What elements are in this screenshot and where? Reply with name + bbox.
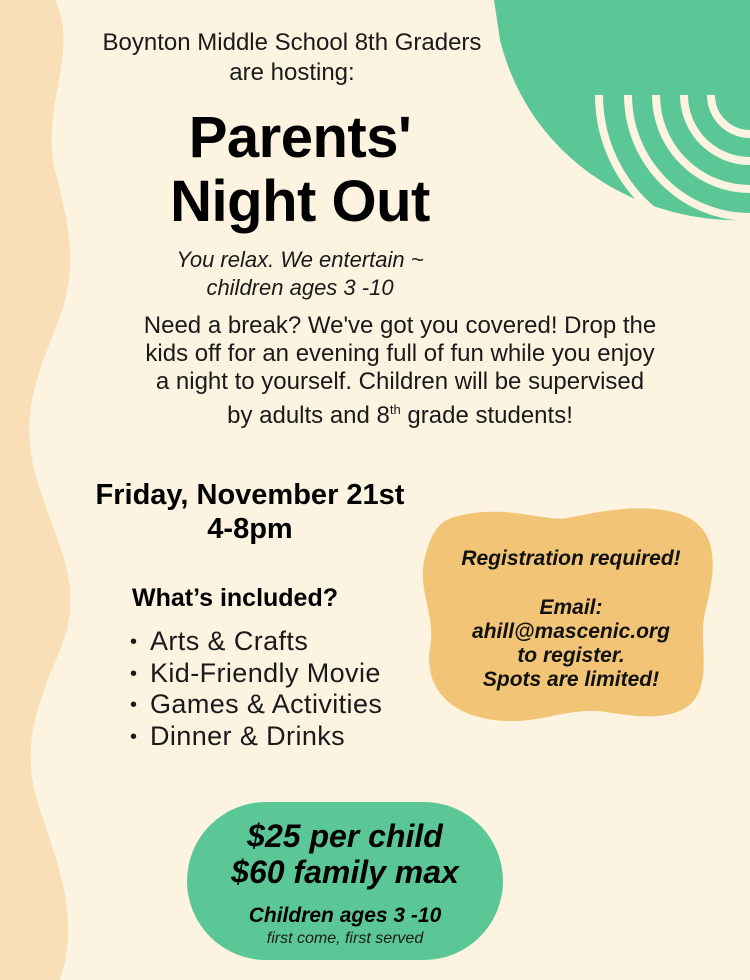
included-list <box>130 626 382 752</box>
list-item-label: Kid-Friendly Movie <box>150 657 381 688</box>
pricing-ages: Children ages 3 -10 <box>248 904 442 927</box>
pricing-text <box>187 818 503 890</box>
list-item <box>130 658 382 690</box>
list-item <box>130 626 382 658</box>
tagline-line-2: children ages 3 -10 <box>206 275 394 300</box>
included-heading: What’s included? <box>131 584 339 612</box>
list-item <box>130 721 382 753</box>
price-family-max: $60 family max <box>231 854 459 890</box>
registration-limit: Spots are limited! <box>482 668 660 691</box>
bullet-icon: • <box>130 694 138 716</box>
title-line-2: Night Out <box>170 169 430 234</box>
bullet-icon: • <box>130 662 138 685</box>
pricing-note: first come, first served <box>266 930 424 947</box>
description-line-2: kids off for an evening full of fun while you enjoy <box>145 340 655 367</box>
list-item-label: Arts & Crafts <box>150 626 309 656</box>
event-title <box>110 106 490 234</box>
list-item <box>130 689 382 721</box>
registration-email-label: Email: <box>539 596 603 619</box>
description <box>110 312 690 430</box>
host-text <box>60 28 524 88</box>
tagline <box>120 246 480 302</box>
registration-instruction: to register. <box>517 644 625 667</box>
ordinal-suffix: th <box>389 402 401 417</box>
bullet-icon: • <box>130 725 138 748</box>
description-line-4 <box>110 396 690 430</box>
list-item-label: Games & Activities <box>150 689 383 719</box>
event-date: Friday, November 21st <box>95 479 405 511</box>
registration-required: Registration required! <box>461 547 681 570</box>
host-line-2: are hosting: <box>229 59 355 86</box>
registration-details <box>436 596 706 692</box>
host-line-1: Boynton Middle School 8th Graders <box>102 29 482 56</box>
registration-email[interactable]: ahill@mascenic.org <box>472 620 670 643</box>
description-line-4-post: grade students! <box>400 402 573 429</box>
description-line-1: Need a break? We've got you covered! Drop the <box>143 312 657 339</box>
description-line-4-pre: by adults and 8 <box>227 402 390 429</box>
tagline-line-1: You relax. We entertain ~ <box>176 247 424 272</box>
title-line-1: Parents' <box>188 105 412 170</box>
event-datetime <box>60 478 440 546</box>
description-line-3: a night to yourself. Children will be supervised <box>155 368 645 395</box>
bullet-icon: • <box>130 631 138 653</box>
price-per-child: $25 per child <box>247 818 443 854</box>
list-item-label: Dinner & Drinks <box>150 720 346 751</box>
event-time: 4-8pm <box>207 513 293 545</box>
